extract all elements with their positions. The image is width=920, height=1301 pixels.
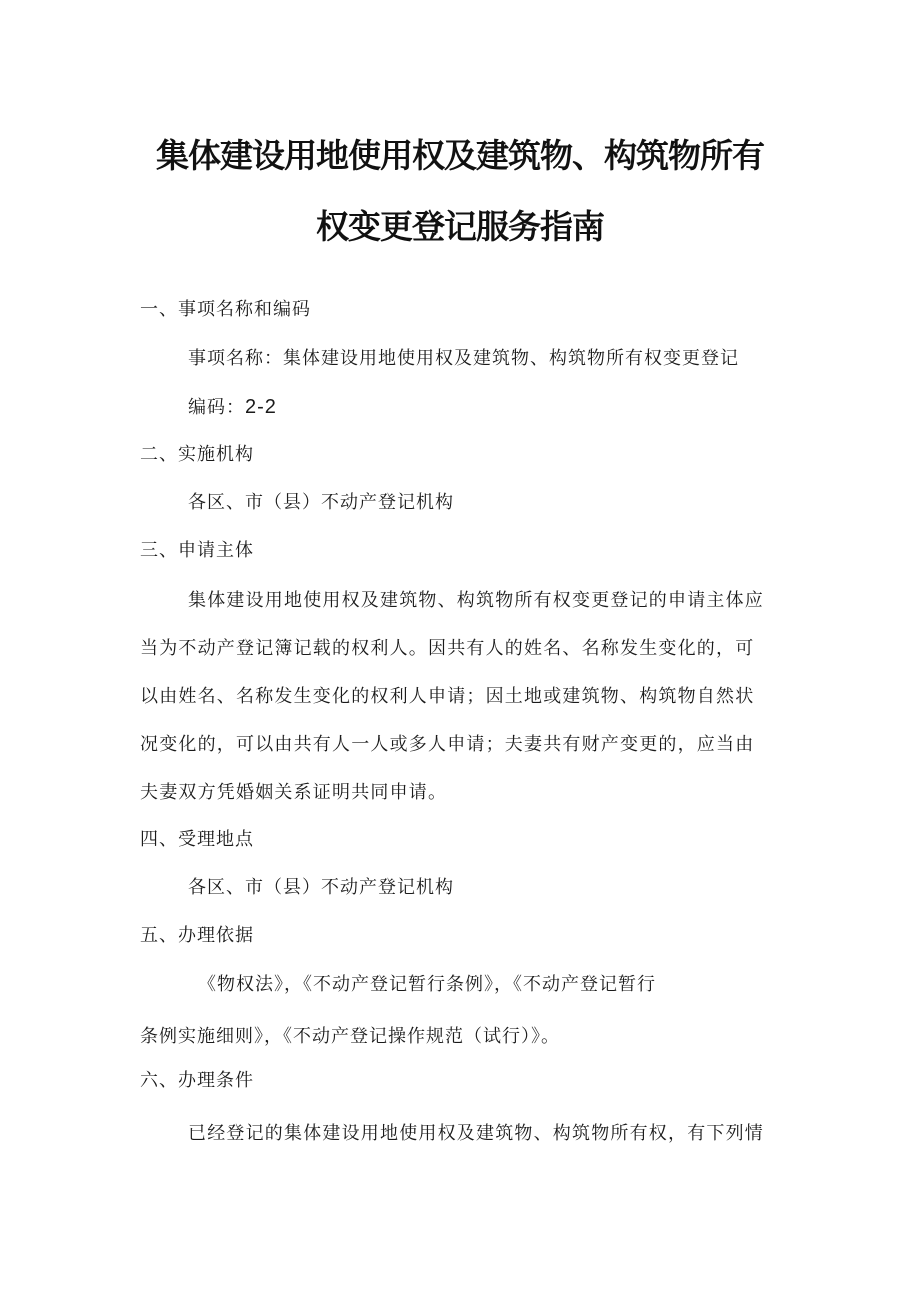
applicant-paragraph-line-5: 夫妻双方凭婚姻关系证明共同申请。 bbox=[140, 782, 448, 803]
acceptance-location-text: 各区、市（县）不动产登记机构 bbox=[188, 877, 454, 898]
legal-basis-line-1: 《物权法》，《不动产登记暂行条例》，《不动产登记暂行 bbox=[198, 974, 656, 995]
applicant-paragraph-line-4: 况变化的，可以由共有人一人或多人申请；夫妻共有财产变更的，应当由 bbox=[140, 734, 755, 755]
applicant-paragraph-line-1: 集体建设用地使用权及建筑物、构筑物所有权变更登记的申请主体应 bbox=[188, 590, 764, 611]
section-heading-item-name: 一、事项名称和编码 bbox=[140, 299, 311, 320]
applicant-paragraph-line-3: 以由姓名、名称发生变化的权利人申请；因土地或建筑物、构筑物自然状 bbox=[140, 686, 755, 707]
section-heading-conditions: 六、办理条件 bbox=[140, 1070, 254, 1091]
conditions-paragraph-line-1: 已经登记的集体建设用地使用权及建筑物、构筑物所有权，有下列情 bbox=[188, 1123, 764, 1144]
section-heading-implementing-agency: 二、实施机构 bbox=[140, 444, 254, 465]
document-title-line-1: 集体建设用地使用权及建筑物、构筑物所有 bbox=[156, 136, 764, 175]
item-code-value: 2-2 bbox=[245, 396, 277, 418]
applicant-paragraph-line-2: 当为不动产登记簿记载的权利人。因共有人的姓名、名称发生变化的，可 bbox=[140, 638, 755, 659]
section-heading-legal-basis: 五、办理依据 bbox=[140, 925, 254, 946]
item-name-line: 事项名称：集体建设用地使用权及建筑物、构筑物所有权变更登记 bbox=[188, 348, 739, 369]
legal-basis-line-2: 条例实施细则》，《不动产登记操作规范（试行）》。 bbox=[140, 1026, 560, 1047]
item-code-label: 编码： bbox=[188, 397, 245, 418]
item-code-line bbox=[188, 394, 277, 421]
section-heading-applicant: 三、申请主体 bbox=[140, 540, 254, 561]
document-title-line-2: 权变更登记服务指南 bbox=[316, 207, 604, 246]
implementing-agency-text: 各区、市（县）不动产登记机构 bbox=[188, 492, 454, 513]
section-heading-acceptance-location: 四、受理地点 bbox=[140, 829, 254, 850]
